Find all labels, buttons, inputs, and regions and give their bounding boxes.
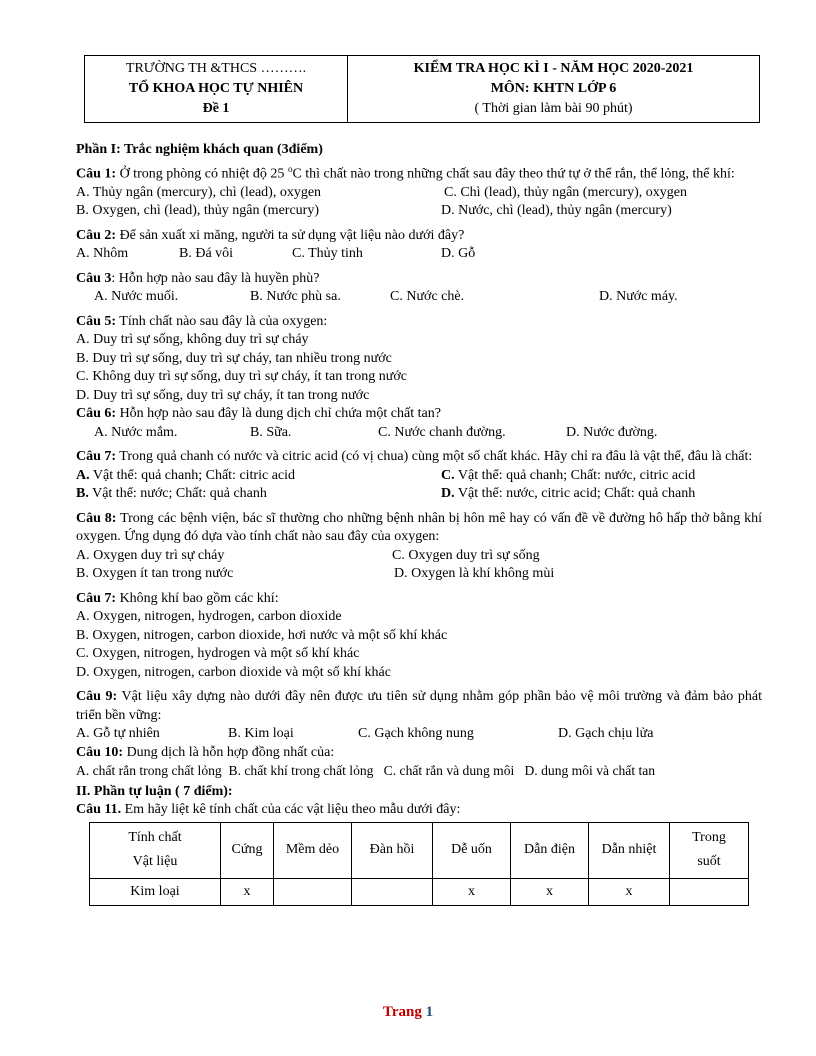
school-name: TRƯỜNG TH &THCS ………. bbox=[125, 61, 307, 76]
q6-option-b: B. Sữa. bbox=[250, 424, 292, 440]
col-header-6-top: Trong bbox=[692, 830, 726, 846]
cell: x bbox=[221, 878, 274, 905]
q8-text: Trong các bệnh viện, bác sĩ thường cho những bệnh nhân bị hôn mê hay có vấn đề về đường hô hấp thở bằng khí oxygen. Ứng dụng đó dựa vào tính chất nào sau đây của oxygen: bbox=[76, 510, 763, 545]
q5-option-c: C. Không duy trì sự sống, duy trì sự cháy, ít tan trong nước bbox=[76, 369, 408, 385]
q3-text: : Hỗn hợp nào sau đây là huyền phù? bbox=[111, 270, 320, 286]
q8-option-c: C. Oxygen duy trì sự sống bbox=[392, 547, 540, 563]
q3-option-d: D. Nước máy. bbox=[599, 289, 678, 305]
q5-text: Tính chất nào sau đây là của oxygen: bbox=[116, 313, 328, 329]
col-header-3: Dễ uốn bbox=[433, 822, 511, 878]
question-6 bbox=[76, 405, 762, 424]
exam-header bbox=[84, 55, 760, 123]
col-header-4: Dẫn điện bbox=[511, 822, 589, 878]
col-header-6-bottom: suốt bbox=[697, 854, 721, 870]
q6-text: Hỗn hợp nào sau đây là dung dịch chỉ chứa một chất tan? bbox=[116, 406, 441, 422]
cell: x bbox=[589, 878, 670, 905]
col-header-6 bbox=[670, 822, 749, 878]
q7-option-b bbox=[76, 485, 267, 504]
q1-option-d: D. Nước, chì (lead), thủy ngân (mercury) bbox=[441, 203, 672, 219]
exam-code: Đề 1 bbox=[202, 101, 230, 116]
q7-c-key: C. bbox=[441, 467, 455, 483]
part1-title: Phần I: Trắc nghiệm khách quan (3điểm) bbox=[76, 142, 323, 157]
page-footer bbox=[0, 1004, 816, 1021]
header-material: Vật liệu bbox=[132, 854, 178, 870]
part2-title: II. Phần tự luận ( 7 điểm): bbox=[76, 783, 233, 799]
q2-option-a: A. Nhôm bbox=[76, 246, 129, 262]
q8-label: Câu 8: bbox=[76, 510, 117, 526]
q1-option-c: C. Chì (lead), thủy ngân (mercury), oxygen bbox=[444, 184, 687, 200]
q2-option-c: C. Thủy tinh bbox=[292, 246, 363, 262]
col-header-5: Dẫn nhiệt bbox=[589, 822, 670, 878]
q1-option-b: B. Oxygen, chì (lead), thủy ngân (mercury) bbox=[76, 203, 319, 219]
q7-option-d bbox=[441, 485, 695, 504]
q1-text-cont: C thì chất nào trong những chất sau đây theo thứ tự ở thể rắn, thể lỏng, thể khí: bbox=[292, 166, 735, 182]
q6-option-c: C. Nước chanh đường. bbox=[378, 424, 506, 440]
exam-page bbox=[76, 55, 762, 906]
cell: x bbox=[511, 878, 589, 905]
duration: ( Thời gian làm bài 90 phút) bbox=[474, 101, 633, 116]
question-7b bbox=[76, 590, 762, 609]
cell bbox=[274, 878, 352, 905]
q1-text: Ở trong phòng có nhiệt độ 25 bbox=[116, 166, 288, 182]
q7-b-key: B. bbox=[76, 486, 89, 502]
cell bbox=[352, 878, 433, 905]
col-header-0: Cứng bbox=[221, 822, 274, 878]
question-9 bbox=[76, 688, 762, 725]
q6-option-d: D. Nước đường. bbox=[566, 424, 658, 440]
footer-page-number: 1 bbox=[425, 1004, 434, 1020]
material-properties-table bbox=[89, 822, 749, 906]
question-11 bbox=[76, 801, 762, 820]
q8-option-b: B. Oxygen ít tan trong nước bbox=[76, 566, 234, 582]
q7-option-a bbox=[76, 467, 295, 486]
question-3 bbox=[76, 270, 762, 289]
q2-option-d: D. Gỗ bbox=[441, 246, 476, 262]
q6-label: Câu 6: bbox=[76, 406, 117, 422]
exam-info bbox=[348, 56, 760, 123]
q7-text: Trong quả chanh có nước và citric acid (có vị chua) cùng một số chất khác. Hãy chỉ ra đâu là vật thể, đâu là chất: bbox=[116, 449, 753, 465]
footer-page-word: Trang bbox=[382, 1004, 422, 1020]
q7-option-c bbox=[441, 467, 695, 486]
q1-degree-sup: o bbox=[287, 163, 293, 174]
q10-label: Câu 10: bbox=[76, 744, 124, 760]
row-material: Kim loại bbox=[90, 878, 221, 905]
question-7 bbox=[76, 448, 762, 467]
q10-options: A. chất rắn trong chất lỏng B. chất khí trong chất lỏng C. chất rắn và dung môi D. dung môi và chất tan bbox=[76, 763, 656, 779]
q7-d-text: Vật thể: nước, citric acid; Chất: quả chanh bbox=[454, 486, 696, 502]
q6-option-a: A. Nước mắm. bbox=[94, 424, 178, 440]
col-header-2: Đàn hồi bbox=[352, 822, 433, 878]
cell bbox=[670, 878, 749, 905]
q1-label: Câu 1: bbox=[76, 166, 117, 182]
question-8 bbox=[76, 510, 762, 547]
school-info bbox=[85, 56, 348, 123]
q7b-text: Không khí bao gồm các khí: bbox=[116, 590, 279, 606]
question-10 bbox=[76, 744, 762, 763]
q3-option-b: B. Nước phù sa. bbox=[250, 289, 341, 305]
q7-a-text: Vật thể: quả chanh; Chất: citric acid bbox=[89, 467, 296, 483]
q8-option-a: A. Oxygen duy trì sự cháy bbox=[76, 547, 225, 563]
q7b-option-d: D. Oxygen, nitrogen, carbon dioxide và một số khí khác bbox=[76, 664, 391, 680]
q9-option-a: A. Gỗ tự nhiên bbox=[76, 726, 160, 742]
q8-option-d: D. Oxygen là khí không mùi bbox=[394, 566, 555, 582]
q1-option-a: A. Thủy ngân (mercury), chì (lead), oxygen bbox=[76, 184, 322, 200]
table-row bbox=[90, 878, 749, 905]
q7-d-key: D. bbox=[441, 486, 455, 502]
q7-c-text: Vật thể: quả chanh; Chất: nước, citric acid bbox=[454, 467, 696, 483]
cell: x bbox=[433, 878, 511, 905]
q2-text: Để sản xuất xi măng, người ta sử dụng vật liệu nào dưới đây? bbox=[116, 227, 465, 243]
q9-text: Vật liệu xây dựng nào dưới đây nên được ưu tiên sử dụng nhằm góp phần bảo vệ môi trường và đảm bảo phát triển bền vững: bbox=[76, 689, 762, 723]
q10-text: Dung dịch là hỗn hợp đồng nhất của: bbox=[123, 744, 335, 760]
q7-b-text: Vật thể: nước; Chất: quả chanh bbox=[88, 486, 267, 502]
q9-option-c: C. Gạch không nung bbox=[358, 726, 474, 742]
col-header-1: Mềm dẻo bbox=[274, 822, 352, 878]
subject: MÔN: KHTN LỚP 6 bbox=[490, 81, 617, 96]
exam-title: KIỂM TRA HỌC KÌ I - NĂM HỌC 2020-2021 bbox=[413, 61, 694, 76]
q7b-option-c: C. Oxygen, nitrogen, hydrogen và một số khí khác bbox=[76, 646, 360, 662]
q7b-option-a: A. Oxygen, nitrogen, hydrogen, carbon dioxide bbox=[76, 609, 342, 625]
question-5 bbox=[76, 313, 762, 332]
question-2 bbox=[76, 227, 762, 246]
question-1 bbox=[76, 160, 762, 184]
q7-a-key: A. bbox=[76, 467, 90, 483]
department-name: TỔ KHOA HỌC TỰ NHIÊN bbox=[128, 81, 304, 96]
q9-option-b: B. Kim loại bbox=[228, 726, 294, 742]
q9-label: Câu 9: bbox=[76, 689, 118, 705]
q7-label: Câu 7: bbox=[76, 449, 117, 465]
q2-label: Câu 2: bbox=[76, 227, 117, 243]
table-corner-header bbox=[90, 822, 221, 878]
q2-option-b: B. Đá vôi bbox=[179, 246, 234, 262]
q5-option-a: A. Duy trì sự sống, không duy trì sự cháy bbox=[76, 332, 309, 348]
q11-text: Em hãy liệt kê tính chất của các vật liệu theo mẫu dưới đây: bbox=[121, 802, 461, 818]
q5-option-b: B. Duy trì sự sống, duy trì sự cháy, tan nhiều trong nước bbox=[76, 350, 392, 366]
q5-option-d: D. Duy trì sự sống, duy trì sự cháy, ít tan trong nước bbox=[76, 387, 370, 403]
q3-label: Câu 3 bbox=[76, 270, 112, 286]
q11-label: Câu 11. bbox=[76, 802, 122, 818]
q7b-label: Câu 7: bbox=[76, 590, 117, 606]
q3-option-c: C. Nước chè. bbox=[390, 289, 465, 305]
q7b-option-b: B. Oxygen, nitrogen, carbon dioxide, hơi nước và một số khí khác bbox=[76, 627, 448, 643]
q9-option-d: D. Gạch chịu lửa bbox=[558, 726, 654, 742]
header-property: Tính chất bbox=[128, 830, 182, 846]
q3-option-a: A. Nước muối. bbox=[94, 289, 179, 305]
q5-label: Câu 5: bbox=[76, 313, 117, 329]
